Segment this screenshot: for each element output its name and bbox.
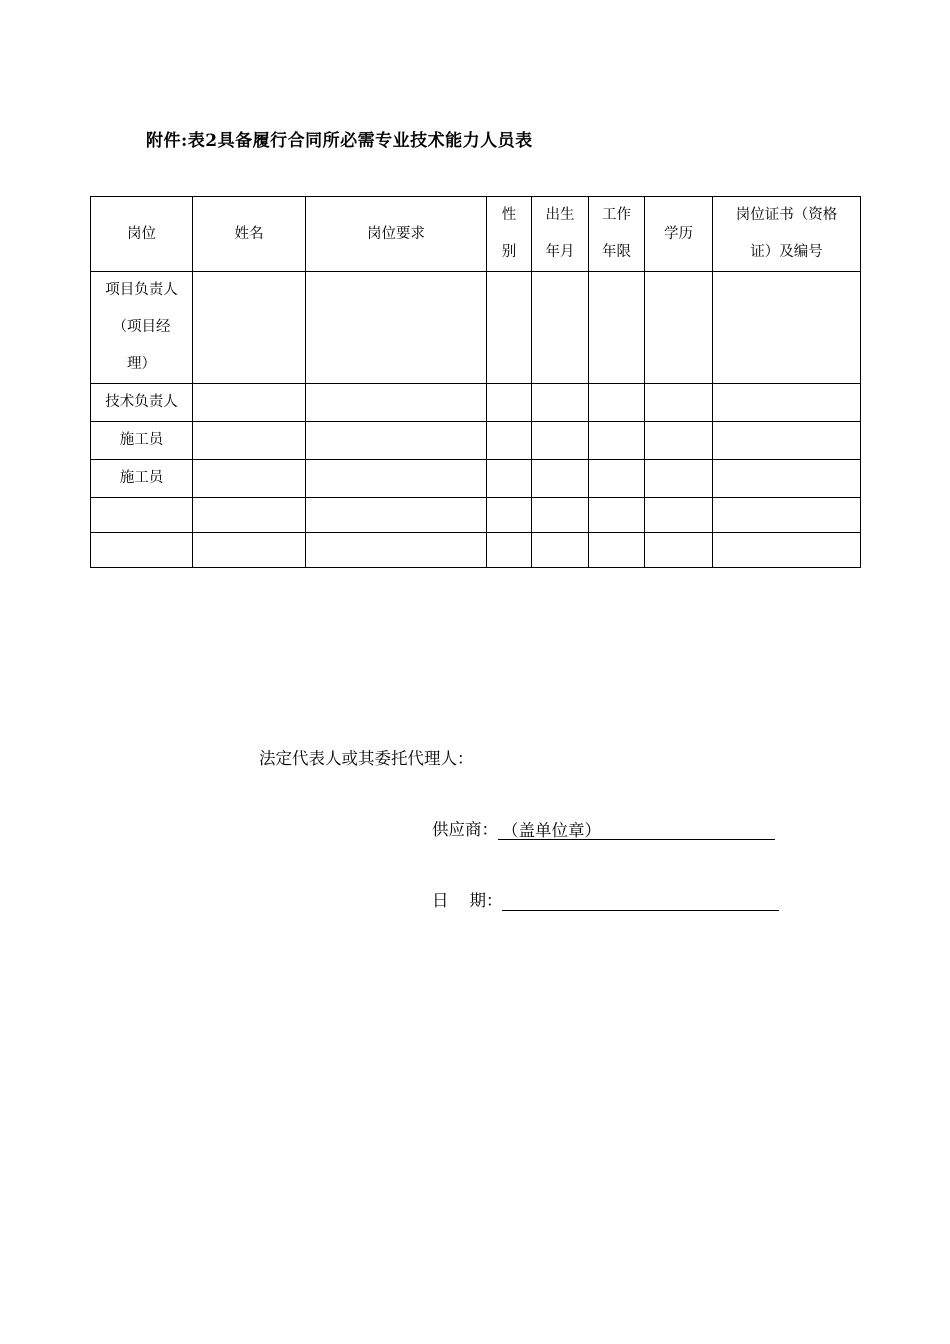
date-label: 日 期： [432,891,503,910]
cell-name[interactable] [193,384,306,422]
cell-certificate[interactable] [713,384,861,422]
personnel-table [90,196,861,568]
table-row [91,460,861,498]
cell-birth[interactable] [532,533,589,568]
header-certificate-line-1: 岗位证书（资格 [735,207,838,223]
header-years [589,197,645,272]
cell-gender[interactable] [487,384,532,422]
cell-position-line-2: （项目经 [112,319,171,335]
cell-requirement[interactable] [306,422,487,460]
cell-birth[interactable] [532,272,589,384]
cell-gender[interactable] [487,272,532,384]
cell-education[interactable] [645,272,713,384]
cell-birth[interactable] [532,498,589,533]
cell-position-line-3: 理） [127,356,156,372]
header-birth [532,197,589,272]
cell-years[interactable] [589,422,645,460]
cell-education[interactable] [645,460,713,498]
cell-certificate[interactable] [713,533,861,568]
table-header-row [91,197,861,272]
cell-requirement[interactable] [306,272,487,384]
date-field[interactable] [502,888,779,911]
supplier-stamp-note: （盖单位章） [502,821,601,840]
cell-gender[interactable] [487,533,532,568]
cell-name[interactable] [193,498,306,533]
cell-certificate[interactable] [713,460,861,498]
cell-name[interactable] [193,422,306,460]
cell-birth[interactable] [532,460,589,498]
cell-gender[interactable] [487,422,532,460]
cell-position[interactable]: 技术负责人 [91,384,193,422]
cell-gender[interactable] [487,498,532,533]
cell-education[interactable] [645,498,713,533]
cell-years[interactable] [589,272,645,384]
cell-years[interactable] [589,533,645,568]
header-certificate [713,197,861,272]
table-row [91,533,861,568]
cell-years[interactable] [589,384,645,422]
cell-birth[interactable] [532,384,589,422]
header-birth-line-1: 出生 [545,207,575,223]
cell-requirement[interactable] [306,384,487,422]
document-title: 附件:表2具备履行合同所必需专业技术能力人员表 [146,131,533,151]
table-row [91,384,861,422]
cell-years[interactable] [589,498,645,533]
header-birth-line-2: 年月 [545,244,575,260]
header-certificate-line-2: 证）及编号 [750,244,823,260]
supplier-field[interactable] [498,817,775,840]
header-years-line-1: 工作 [602,207,631,223]
cell-certificate[interactable] [713,422,861,460]
header-education: 学历 [645,197,713,272]
header-name: 姓名 [193,197,306,272]
header-years-line-2: 年限 [602,244,631,260]
cell-years[interactable] [589,460,645,498]
cell-position[interactable]: 施工员 [91,422,193,460]
cell-requirement[interactable] [306,460,487,498]
table-row [91,498,861,533]
header-requirement: 岗位要求 [306,197,487,272]
header-position: 岗位 [91,197,193,272]
header-gender-line-2: 别 [501,244,517,260]
cell-name[interactable] [193,533,306,568]
table-row [91,272,861,384]
cell-certificate[interactable] [713,498,861,533]
representative-label: 法定代表人或其委托代理人： [259,749,474,768]
cell-requirement[interactable] [306,498,487,533]
cell-birth[interactable] [532,422,589,460]
cell-gender[interactable] [487,460,532,498]
header-gender-line-1: 性 [501,207,517,223]
supplier-line [432,816,775,840]
cell-position[interactable] [91,533,193,568]
cell-requirement[interactable] [306,533,487,568]
cell-position[interactable] [91,272,193,384]
cell-education[interactable] [645,384,713,422]
supplier-label: 供应商： [432,820,498,839]
cell-position-line-1: 项目负责人 [105,282,178,298]
table-row [91,422,861,460]
cell-name[interactable] [193,272,306,384]
cell-education[interactable] [645,533,713,568]
cell-certificate[interactable] [713,272,861,384]
header-gender [487,197,532,272]
cell-education[interactable] [645,422,713,460]
cell-position[interactable]: 施工员 [91,460,193,498]
date-line [432,887,779,911]
cell-position[interactable] [91,498,193,533]
cell-name[interactable] [193,460,306,498]
